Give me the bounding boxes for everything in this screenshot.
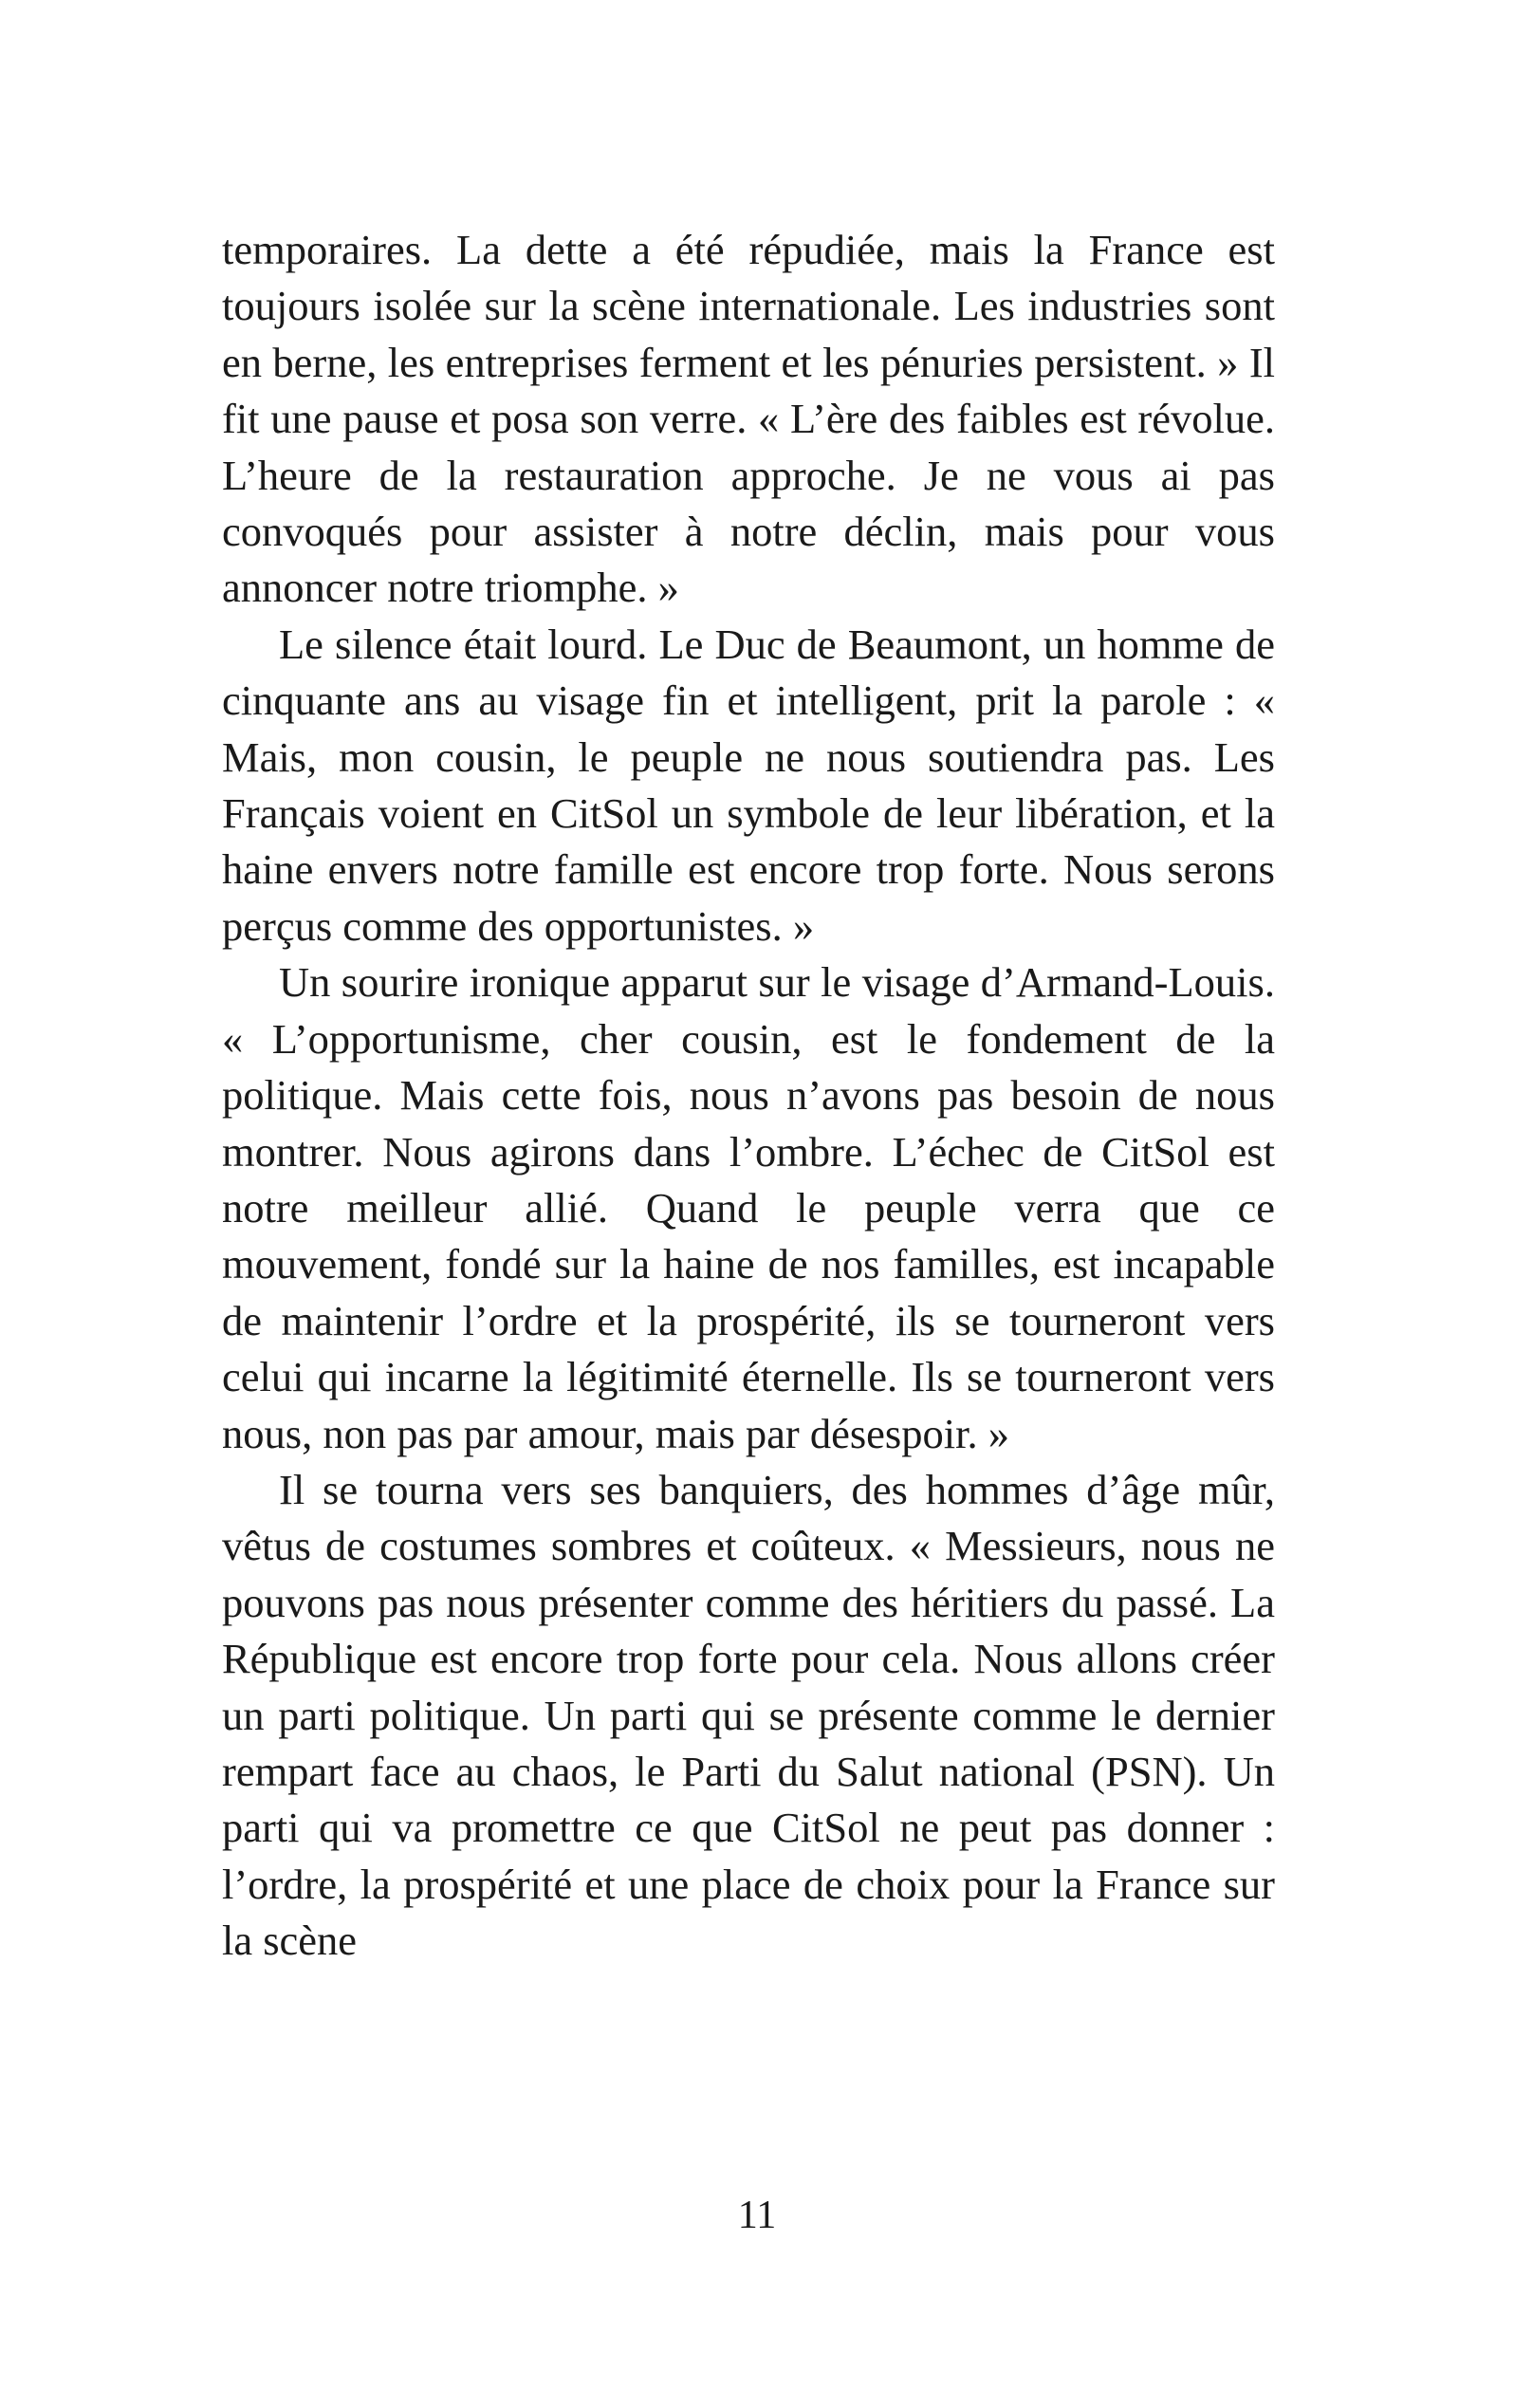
paragraph-4: Il se tourna vers ses banquiers, des hommes d’âge mûr, vêtus de costumes sombres et coûteux. « Messieurs, nous ne pouvons pas nous présenter comme des héritiers du passé. La République est encore trop forte pour cela. Nous allons créer un parti politique. Un parti qui se présente comme le dernier rempart face au chaos, le Parti du Salut national (PSN). Un parti qui va promettre ce que CitSol ne peut pas donner : l’ordre, la prospérité et une place de choix pour la France sur la scène xyxy=(222,1465,1275,1965)
page-number: 11 xyxy=(737,2194,777,2237)
paragraph-1: temporaires. La dette a été répudiée, mais la France est toujours isolée sur la scène internationale. Les industries sont en berne, les entreprises ferment et les pénuries persistent. » Il fit une pause et posa son verre. « L’ère des faibles est révolue. L’heure de la restauration approche. Je ne vous ai pas convoqués pour assister à notre déclin, mais pour vous annoncer notre triomphe. » xyxy=(222,226,1275,612)
paragraph-3: Un sourire ironique apparut sur le visage d’Armand-Louis. « L’opportunisme, cher cousin, est le fondement de la politique. Mais cette fois, nous n’avons pas besoin de nous montrer. Nous agirons dans l’ombre. L’échec de CitSol est notre meilleur allié. Quand le peuple verra que ce mouvement, fondé sur la haine de nos familles, est incapable de maintenir l’ordre et la prospérité, ils se tourneront vers celui qui incarne la légitimité éternelle. Ils se tourneront vers nous, non pas par amour, mais par désespoir. » xyxy=(222,958,1275,1457)
body-text xyxy=(222,222,1275,1970)
paragraph-2: Le silence était lourd. Le Duc de Beaumont, un homme de cinquante ans au visage fin et intelligent, prit la parole : « Mais, mon cousin, le peuple ne nous soutiendra pas. Les Français voient en CitSol un symbole de leur libération, et la haine envers notre famille est encore trop forte. Nous serons perçus comme des opportunistes. » xyxy=(222,620,1275,950)
